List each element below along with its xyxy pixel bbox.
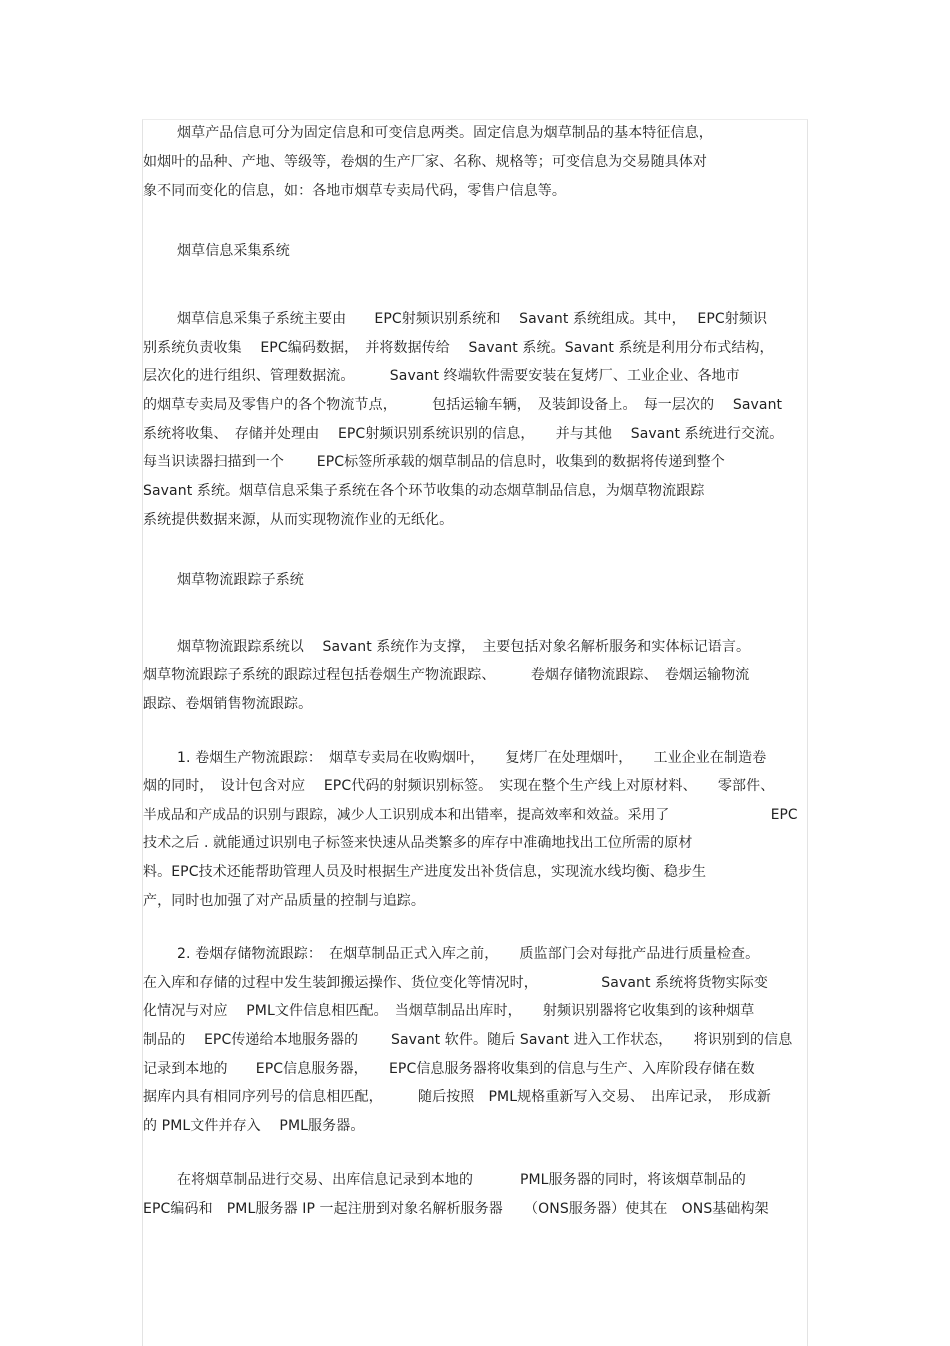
text-line: 烟草信息采集子系统主要由 EPC射频识别系统和 Savant 系统组成。其中， EPC射频识 xyxy=(177,311,768,327)
text-line: Savant 系统。烟草信息采集子系统在各个环节收集的动态烟草制品信息，为烟草物流跟踪 xyxy=(143,483,705,499)
text-line: EPC编码和 PML服务器 IP 一起注册到对象名解析服务器 （ONS服务器）使其在 ONS基础构架 xyxy=(143,1201,769,1217)
text-line: 记录到本地的 EPC信息服务器， EPC信息服务器将收集到的信息与生产、入库阶段存储在数 xyxy=(143,1061,755,1077)
text-line: 在将烟草制品进行交易、出库信息记录到本地的 PML服务器的同时，将该烟草制品的 xyxy=(177,1172,746,1188)
list-item-line: 1. 卷烟生产物流跟踪： 烟草专卖局在收购烟叶， 复烤厂在处理烟叶， 工业企业在制造卷 xyxy=(177,750,767,766)
text-line: 烟草物流跟踪子系统的跟踪过程包括卷烟生产物流跟踪、 卷烟存储物流跟踪、 卷烟运输物流 xyxy=(143,667,750,683)
text-line: 技术之后 . 就能通过识别电子标签来快速从品类繁多的库存中准确地找出工位所需的原材 xyxy=(143,835,693,851)
text-line: 据库内具有相同序列号的信息相匹配， 随后按照 PML规格重新写入交易、 出库记录， 形成新 xyxy=(143,1089,772,1105)
text-line: 制品的 EPC传递给本地服务器的 Savant 软件。随后 Savant 进入工作状态， 将识别到的信息 xyxy=(143,1032,793,1048)
text-line: 化情况与对应 PML文件信息相匹配。 当烟草制品出库时， 射频识别器将它收集到的该种烟草 xyxy=(143,1003,755,1019)
text-line: 跟踪、卷烟销售物流跟踪。 xyxy=(143,696,313,712)
text-line: 在入库和存储的过程中发生装卸搬运操作、货位变化等情况时， Savant 系统将货物实际变 xyxy=(143,975,768,991)
text-line: 系统提供数据来源，从而实现物流作业的无纸化。 xyxy=(143,512,454,528)
text-line: 烟的同时， 设计包含对应 EPC代码的射频识别标签。 实现在整个生产线上对原材料、 零部件、 xyxy=(143,778,775,794)
text-line: 烟草物流跟踪系统以 Savant 系统作为支撑， 主要包括对象名解析服务和实体标记语言。 xyxy=(177,639,751,655)
text-line: 的 PML文件并存入 PML服务器。 xyxy=(143,1118,365,1134)
section-heading: 烟草物流跟踪子系统 xyxy=(177,572,304,588)
text-line: 产，同时也加强了对产品质量的控制与追踪。 xyxy=(143,893,425,909)
text-line: 每当识读器扫描到一个 EPC标签所承载的烟草制品的信息时，收集到的数据将传递到整个 xyxy=(143,454,725,470)
text-line: 烟草产品信息可分为固定信息和可变信息两类。固定信息为烟草制品的基本特征信息， xyxy=(177,125,713,141)
text-line: 料。EPC技术还能帮助管理人员及时根据生产进度发出补货信息，实现流水线均衡、稳步生 xyxy=(143,864,707,880)
section-heading: 烟草信息采集系统 xyxy=(177,243,290,259)
text-line: 象不同而变化的信息，如：各地市烟草专卖局代码，零售户信息等。 xyxy=(143,183,566,199)
document-page xyxy=(142,119,808,1346)
text-line: 层次化的进行组织、管理数据流。 Savant 终端软件需要安装在复烤厂、工业企业、各地市 xyxy=(143,368,740,384)
text-line: 半成品和产成品的识别与跟踪，减少人工识别成本和出错率，提高效率和效益。采用了 EPC xyxy=(143,807,798,823)
text-line: 别系统负责收集 EPC编码数据， 并将数据传给 Savant 系统。Savant 系统是利用分布式结构， xyxy=(143,340,774,356)
text-line: 如烟叶的品种、产地、等级等，卷烟的生产厂家、名称、规格等；可变信息为交易随具体对 xyxy=(143,154,707,170)
text-line: 的烟草专卖局及零售户的各个物流节点， 包括运输车辆， 及装卸设备上。 每一层次的 Savant xyxy=(143,397,783,413)
text-line: 系统将收集、 存储并处理由 EPC射频识别系统识别的信息， 并与其他 Savant 系统进行交流。 xyxy=(143,426,784,442)
list-item-line: 2. 卷烟存储物流跟踪： 在烟草制品正式入库之前， 质监部门会对每批产品进行质量检查。 xyxy=(177,946,760,962)
